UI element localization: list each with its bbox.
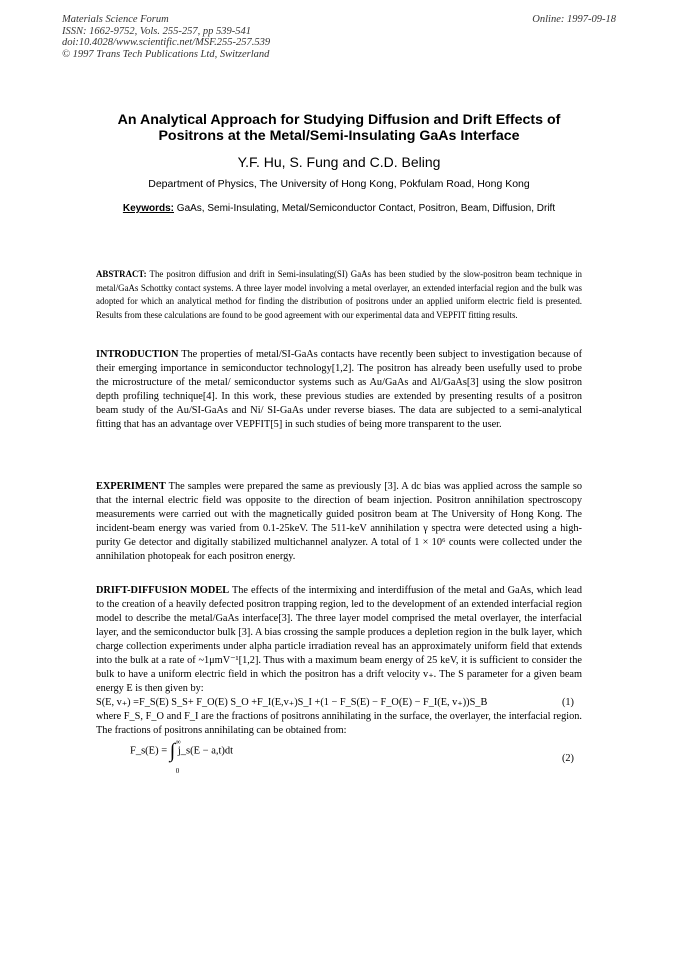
equation-1-expr: S(E, v₊) =F_S(E) S_S+ F_O(E) S_O +F_I(E,v₊)S_I +(1 − F_S(E) − F_O(E) − F_I(E, v₊))S_B [96,697,488,708]
equation-1-after: where F_S, F_O and F_I are the fractions of positrons annihilating in the surface, the overlayer, the interfacial region. The fractions of positrons annihilating can be obtained from: [96,711,582,736]
abstract-text: The positron diffusion and drift in Semi-insulating(SI) GaAs has been studied by the slow-positron beam technique in metal/GaAs Schottky contact systems. A three layer model involving a metal overlayer, an extended interfacial region and the bulk was adopted for which an analytical method for finding the distribution of positrons under an applied uniform electric field is presented. Results from these calculations are found to be good agreement with our experimental data and VEPFIT fitting results. [96,269,582,321]
equation-2 [96,738,582,780]
page-header [62,14,616,60]
equation-2-rhs: j_s(E − a,t)dt [175,745,234,757]
abstract-heading: ABSTRACT: [96,269,147,279]
equation-2-number: (2) [561,753,574,764]
keywords [62,203,616,214]
drift-text: The effects of the intermixing and interdiffusion of the metal and GaAs, which lead to the creation of a heavily defected positron trapping region, led to the development of an extended interfacial region model to describe the metal/GaAs interface[3]. The three layer model comprised the metal overlayer, the interfacial layer, and the semiconductor bulk [3]. A bias crossing the sample produces a depletion region in the bulk layer, which charge collection experiments under alpha particle irradiation reveal has an approximately uniform field that extends into the bulk at a rate of ~1μmV⁻¹[1,2]. Thus with a maximum beam energy of 25 keV, it is sufficient to consider the bulk to have a uniform electric field in which the positron has a drift velocity v₊. The S parameter for a given beam energy E is then given by: [96,585,582,694]
equation-1-number: (1) [561,697,574,708]
paper-title [62,112,616,144]
equation-2-lhs: F_s(E) = [130,745,170,757]
experiment-text: The samples were prepared the same as previously [3]. A dc bias was applied across the sample so that the internal electric field was opposite to the direction of beam injection. Positron annihilation spectroscopy measurements were carried out with the magnetically guided positron beam at The University of Hong Kong. The incident-beam energy was varied from 0.1-25keV. The 511-keV annihilation γ spectra were detected using a high-purity Ge detector and digitally stabilized multichannel analyzer. A total of 1 × 10⁶ counts were collected under the annihilation photopeak for each positron energy. [96,481,582,562]
experiment-heading: EXPERIMENT [96,481,166,492]
introduction-section [96,348,582,432]
copyright: © 1997 Trans Tech Publications Ltd, Switzerland [62,48,270,60]
introduction-heading: INTRODUCTION [96,349,179,360]
drift-heading: DRIFT-DIFFUSION MODEL [96,585,230,596]
issn: ISSN: 1662-9752, Vols. 255-257, pp 539-541 [62,25,251,37]
journal-name: Materials Science Forum [62,14,169,25]
abstract-section [96,268,582,323]
doi[interactable]: doi:10.4028/www.scientific.net/MSF.255-257.539 [62,37,271,48]
affiliation: Department of Physics, The University of Hong Kong, Pokfulam Road, Hong Kong [148,178,530,190]
authors: Y.F. Hu, S. Fung and C.D. Beling [237,154,441,170]
keywords-label: Keywords: [122,203,175,214]
keywords-text: GaAs, Semi-Insulating, Metal/Semiconductor Contact, Positron, Beam, Diffusion, Drift [174,203,556,214]
drift-diffusion-section [96,584,582,780]
integral-symbol: ∞ ∫ 0 [170,744,175,758]
title-line-1: An Analytical Approach for Studying Diffusion and Drift Effects of [117,112,561,128]
title-line-2: Positrons at the Metal/Semi-Insulating GaAs Interface [158,128,520,144]
experiment-section [96,480,582,564]
equation-1 [96,696,582,710]
integral-lower-limit: 0 [175,767,180,775]
online-date: Online: 1997-09-18 [532,14,616,25]
integral-upper-limit: ∞ [175,738,181,746]
introduction-text: The properties of metal/SI-GaAs contacts have recently been subject to investigation because of their emerging importance in semiconductor technology[1,2]. The positron has already been usefully used to probe the microstructure of the metal/ semiconductor systems such as Au/GaAs and Al/GaAs[3] using the slow positron depth profiling technique[4]. In this work, these previous studies are extended by presenting results of a positron beam study of the Au/SI-GaAs and Ni/ SI-GaAs under reverse biases. The data are subjected to a semi-analytical fitting that has an advantage over VEPFIT[5] in such studies of being more transparent to the user. [96,349,582,430]
